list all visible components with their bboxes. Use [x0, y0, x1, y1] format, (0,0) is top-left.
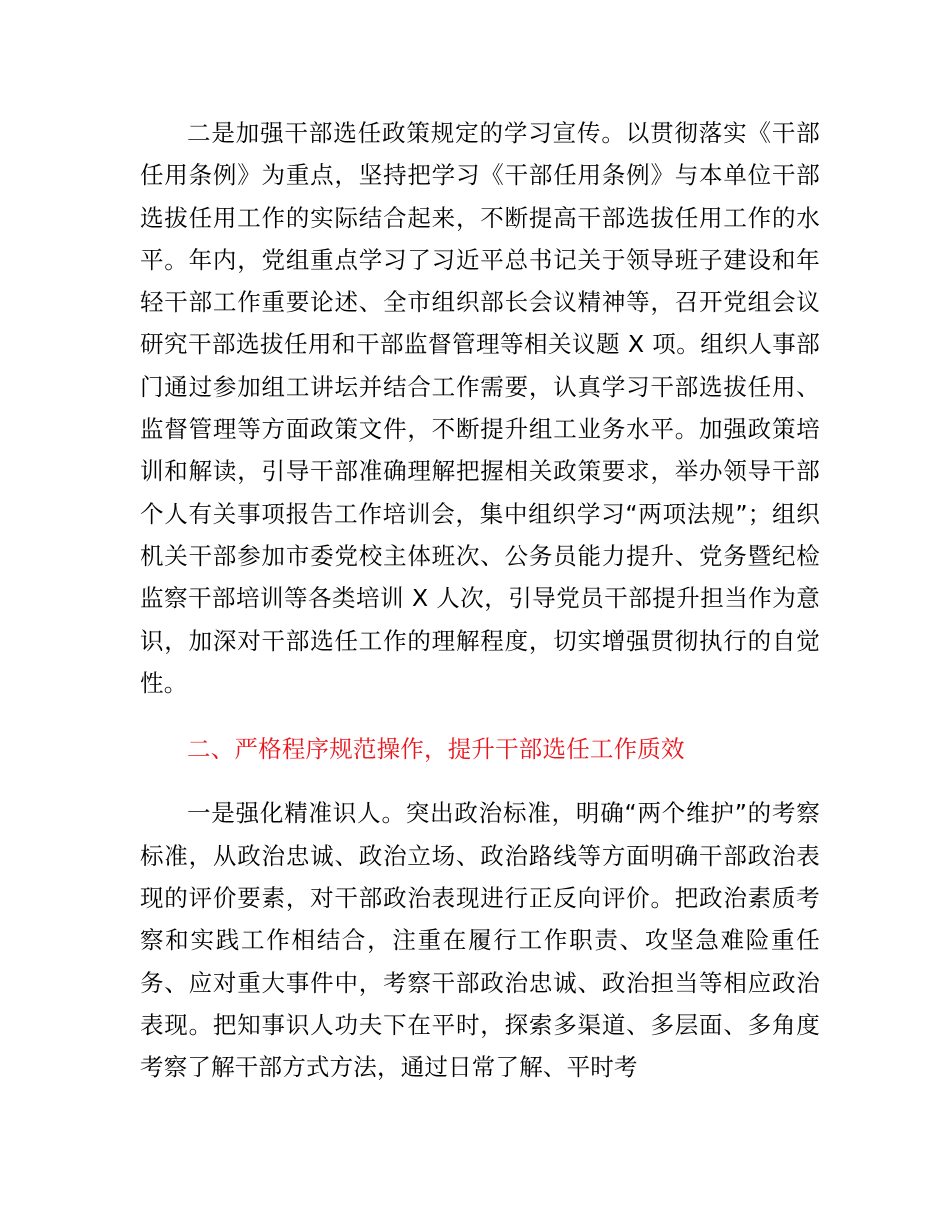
body-paragraph: 一是强化精准识人。突出政治标准，明确“两个维护”的考察标准，从政治忠诚、政治立场、政治路线等方面明确干部政治表现的评价要素，对干部政治表现进行正反向评价。把政治素质考察和实践工作相结合，注重在履行工作职责、攻坚急难险重任务、应对重大事件中，考察干部政治忠诚、政治担当等相应政治表现。把知事识人功夫下在平时，探索多渠道、多层面、多角度考察了解干部方式方法，通过日常了解、平时考: [140, 799, 820, 1082]
body-paragraph: 二是加强干部选任政策规定的学习宣传。以贯彻落实《干部任用条例》为重点，坚持把学习《干部任用条例》与本单位干部选拔任用工作的实际结合起来，不断提高干部选拔任用工作的水平。年内，党组重点学习了习近平总书记关于领导班子建设和年轻干部工作重要论述、全市组织部长会议精神等，召开党组会议研究干部选拔任用和干部监督管理等相关议题 X 项。组织人事部门通过参加组工讲坛并结合工作需要，认真学习干部选拔任用、监督管理等方面政策文件，不断提升组工业务水平。加强政策培训和解读，引导干部准确理解把握相关政策要求，举办领导干部个人有关事项报告工作培训会，集中组织学习“两项法规”；组织机关干部参加市委党校主体班次、公务员能力提升、党务暨纪检监察干部培训等各类培训 X 人次，引导党员干部提升担当作为意识，加深对干部选任工作的理解程度，切实增强贯彻执行的自觉性。: [140, 119, 820, 697]
section-heading: 二、严格程序规范操作，提升干部选任工作质效: [187, 735, 685, 764]
document-page: [140, 112, 820, 1089]
